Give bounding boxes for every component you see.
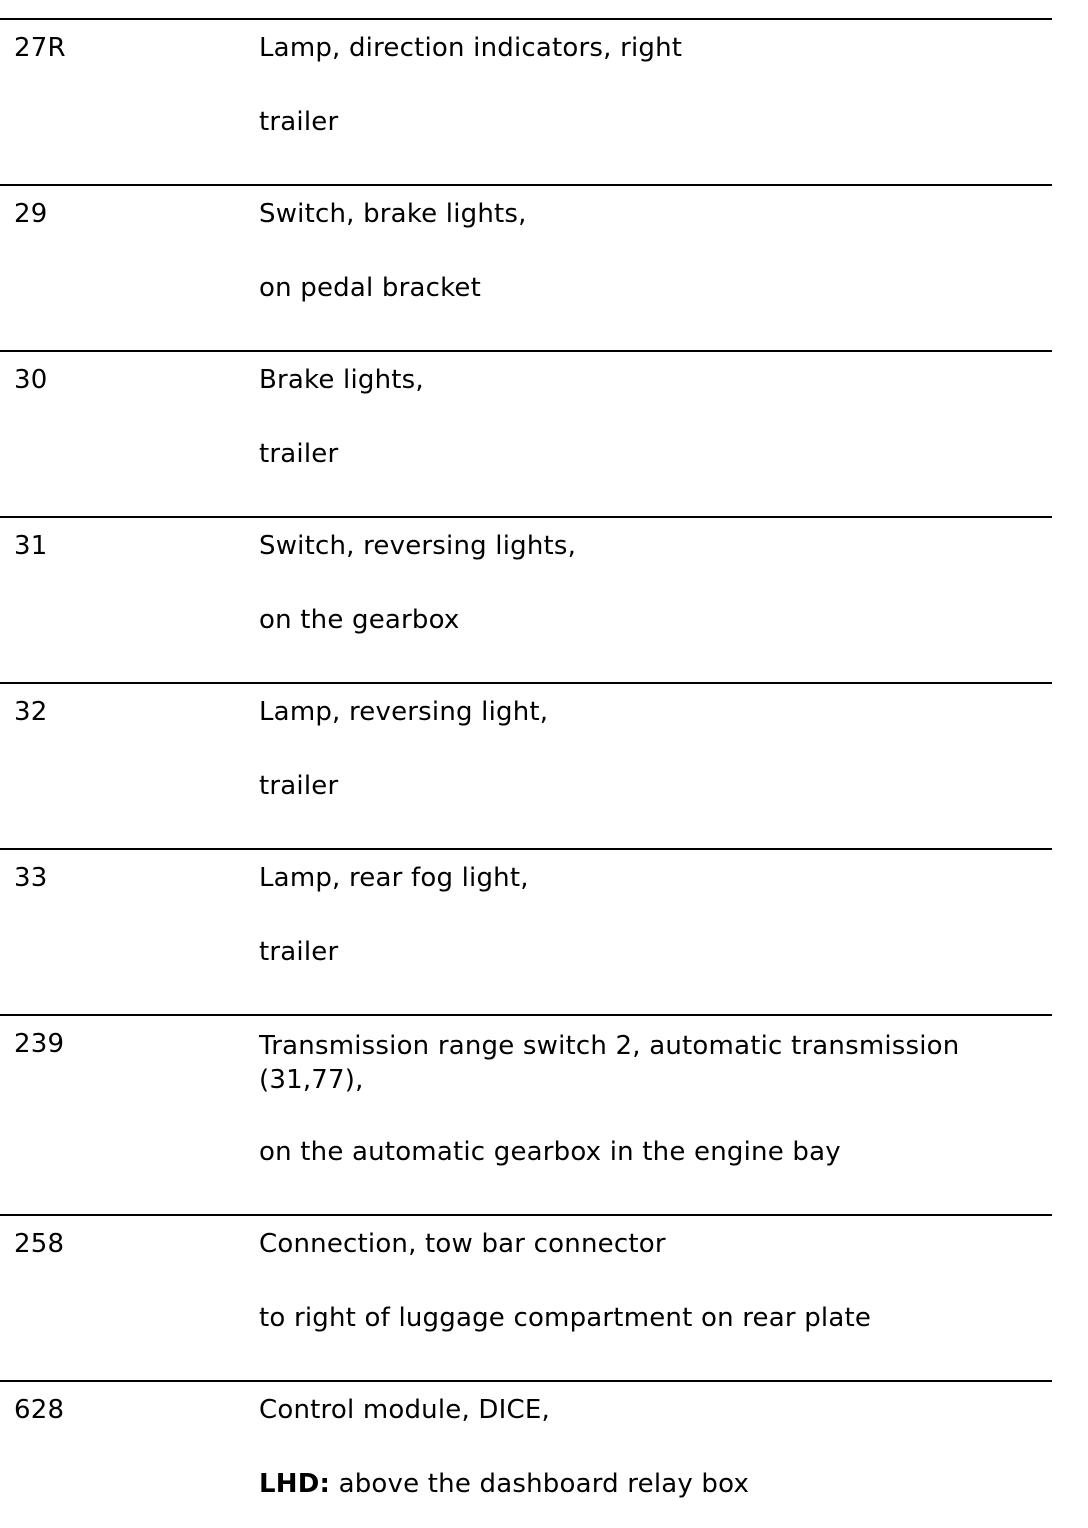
component-location: on pedal bracket <box>259 273 482 303</box>
component-location: on the gearbox <box>259 605 460 635</box>
component-name: Switch, brake lights, <box>259 199 527 229</box>
component-location: trailer <box>259 937 339 967</box>
component-name: Switch, reversing lights, <box>259 531 577 561</box>
component-location: to right of luggage compartment on rear plate <box>259 1303 872 1333</box>
component-description <box>259 199 1029 303</box>
component-code: 30 <box>14 365 48 395</box>
table-row <box>0 1014 1052 1214</box>
component-code: 33 <box>14 863 48 893</box>
component-location: on the automatic gearbox in the engine bay <box>259 1137 841 1167</box>
component-code: 29 <box>14 199 48 229</box>
component-name: Transmission range switch 2, automatic transmission (31,77), <box>259 1031 960 1095</box>
table-row <box>0 848 1052 1014</box>
component-location: trailer <box>259 439 339 469</box>
table-row <box>0 184 1052 350</box>
component-code: 239 <box>14 1029 65 1059</box>
component-location <box>259 1469 1029 1499</box>
component-description <box>259 531 1029 635</box>
component-location: trailer <box>259 107 339 137</box>
table-row <box>0 682 1052 848</box>
component-name: Brake lights, <box>259 365 424 395</box>
table-row <box>0 516 1052 682</box>
component-location: trailer <box>259 771 339 801</box>
table-row <box>0 18 1052 184</box>
component-name: Lamp, direction indicators, right <box>259 33 683 63</box>
component-code: 628 <box>14 1395 65 1425</box>
component-name: Lamp, rear fog light, <box>259 863 529 893</box>
table-row <box>0 1214 1052 1380</box>
component-description <box>259 1395 1029 1499</box>
component-description <box>259 33 1029 137</box>
lhd-location-text: above the dashboard relay box <box>330 1469 750 1499</box>
component-table <box>0 18 1088 1520</box>
component-name: Lamp, reversing light, <box>259 697 549 727</box>
component-description <box>259 1229 1029 1333</box>
component-description <box>259 697 1029 801</box>
table-row <box>0 350 1052 516</box>
component-code: 27R <box>14 33 66 63</box>
component-code: 32 <box>14 697 48 727</box>
component-name: Connection, tow bar connector <box>259 1229 666 1259</box>
table-row <box>0 1380 1052 1520</box>
component-name: Control module, DICE, <box>259 1395 550 1425</box>
component-code: 258 <box>14 1229 65 1259</box>
component-description <box>259 1029 1029 1169</box>
component-description <box>259 863 1029 967</box>
component-code: 31 <box>14 531 48 561</box>
lhd-label: LHD: <box>259 1469 331 1499</box>
component-description <box>259 365 1029 469</box>
